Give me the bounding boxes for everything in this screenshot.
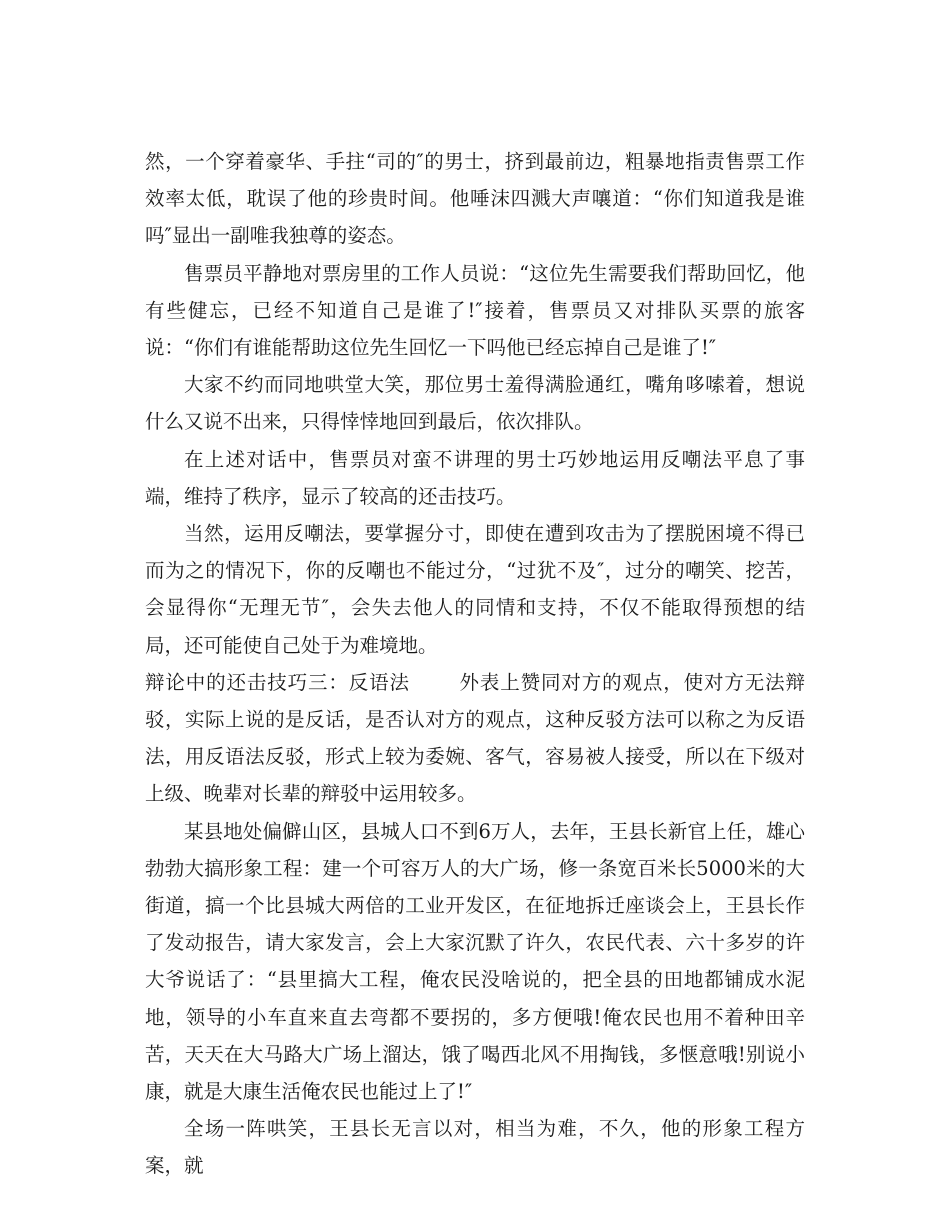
paragraph-3: [145, 366, 805, 440]
paragraph-3-text: 大家不约而同地哄堂大笑，那位男士羞得满脸通红，嘴角哆嗦着，想说什么又说不出来，只得悻悻地回到最后，依次排队。: [145, 373, 805, 434]
section-heading: 辩论中的还击技巧三：反语法: [145, 670, 410, 694]
paragraph-6-text: 外表上赞同对方的观点，使对方无法辩驳，实际上说的是反话，是否认对方的观点，这种反驳方法可以称之为反语法，用反语法反驳，形式上较为委婉、客气，容易被人接受，所以在下级对上级、晚辈对长辈的辩驳中运用较多。: [145, 670, 805, 806]
paragraph-1-text: 然，一个穿着豪华、手拄“司的″的男士，挤到最前边，粗暴地指责售票工作效率太低，耽误了他的珍贵时间。他唾沫四溅大声嚷道：“你们知道我是谁吗″显出一副唯我独尊的姿态。: [145, 150, 805, 248]
paragraph-8-text: 全场一阵哄笑，王县长无言以对，相当为难，不久，他的形象工程方案，就: [145, 1117, 805, 1178]
paragraph-7-text: 某县地处偏僻山区，县城人口不到6万人，去年，王县长新官上任，雄心勃勃大搞形象工程：建一个可容万人的大广场，修一条宽百米长5000米的大街道，搞一个比县城大两倍的工业开发区，在征地拆迁座谈会上，王县长作了发动报告，请大家发言，会上大家沉默了许久，农民代表、六十多岁的许大爷说话了：“县里搞大工程，俺农民没啥说的，把全县的田地都铺成水泥地，领导的小车直来直去弯都不要拐的，多方便哦!俺农民也用不着种田辛苦，天天在大马路大广场上溜达，饿了喝西北风不用掏钱，多惬意哦!别说小康，就是大康生活俺农民也能过上了!″: [145, 819, 805, 1104]
paragraph-6: [145, 664, 805, 813]
paragraph-5: [145, 515, 805, 664]
document-body: [145, 143, 805, 1185]
paragraph-2-text: 售票员平静地对票房里的工作人员说：“这位先生需要我们帮助回忆，他有些健忘，已经不知道自己是谁了!″接着，售票员又对排队买票的旅客说：“你们有谁能帮助这位先生回忆一下吗他已经忘掉自己是谁了!″: [145, 261, 805, 360]
paragraph-8: [145, 1110, 805, 1184]
paragraph-2: [145, 255, 805, 367]
paragraph-4: [145, 441, 805, 515]
paragraph-4-text: 在上述对话中，售票员对蛮不讲理的男士巧妙地运用反嘲法平息了事端，维持了秩序，显示了较高的还击技巧。: [145, 447, 805, 508]
paragraph-5-text: 当然，运用反嘲法，要掌握分寸，即使在遭到攻击为了摆脱困境不得已而为之的情况下，你的反嘲也不能过分，“过犹不及″，过分的嘲笑、挖苦，会显得你“无理无节″，会失去他人的同情和支持，不仅不能取得预想的结局，还可能使自己处于为难境地。: [145, 522, 805, 657]
paragraph-1: [145, 143, 805, 255]
heading-gap: [410, 671, 460, 694]
paragraph-7: [145, 813, 805, 1111]
